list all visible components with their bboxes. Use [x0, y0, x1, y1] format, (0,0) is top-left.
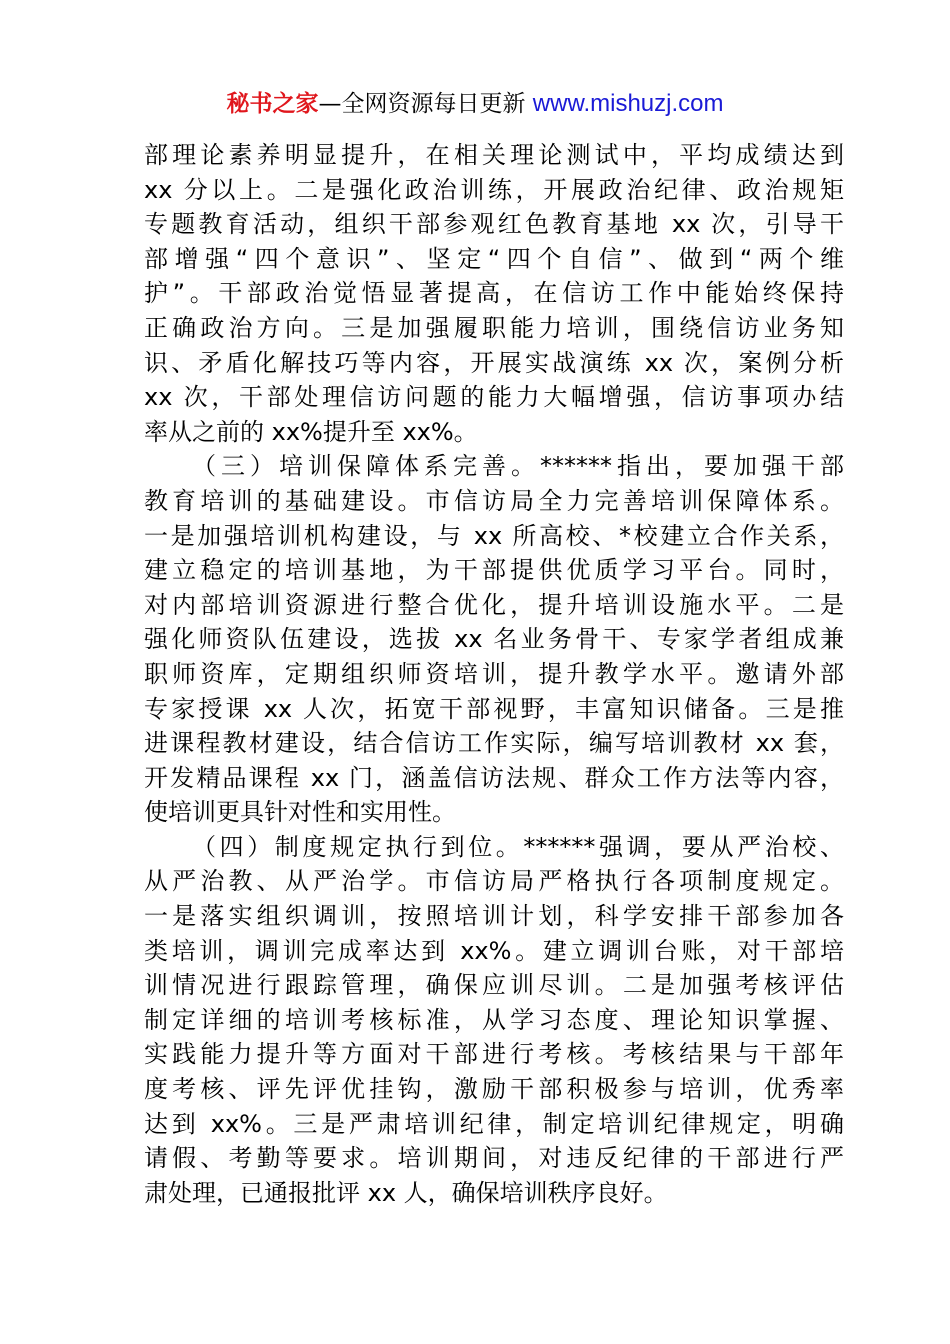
text-line: 率从之前的 xx%提升至 xx%。 [144, 417, 478, 446]
section-heading-line: （四）制度规定执行到位。******强调，要从严治校、 [192, 832, 844, 861]
text-line: 类培训，调训完成率达到 xx%。建立调训台账，对干部培 [144, 936, 844, 965]
text-line: 请假、考勤等要求。培训期间，对违反纪律的干部进行严 [144, 1144, 844, 1173]
text-line: 一是加强培训机构建设，与 xx 所高校、*校建立合作关系， [144, 521, 844, 550]
text-line: 专家授课 xx 人次，拓宽干部视野，丰富知识储备。三是推 [144, 694, 844, 723]
text-line: 从严治教、从严治学。市信访局严格执行各项制度规定。 [144, 867, 844, 896]
text-line: 一是落实组织调训，按照培训计划，科学安排干部参加各 [144, 902, 844, 931]
text-line: 正确政治方向。三是加强履职能力培训，围绕信访业务知 [144, 313, 844, 342]
text-line: 识、矛盾化解技巧等内容，开展实战演练 xx 次，案例分析 [144, 348, 844, 377]
text-line: 护”。干部政治觉悟显著提高，在信访工作中能始终保持 [144, 279, 844, 308]
text-line: 开发精品课程 xx 门，涵盖信访法规、群众工作方法等内容， [144, 763, 844, 792]
text-line: 对内部培训资源进行整合优化，提升培训设施水平。二是 [144, 590, 844, 619]
text-line: 制定详细的培训考核标准，从学习态度、理论知识掌握、 [144, 1005, 844, 1034]
text-line: 达到 xx%。三是严肃培训纪律，制定培训纪律规定，明确 [144, 1109, 844, 1138]
text-line: xx 次，干部处理信访问题的能力大幅增强，信访事项办结 [144, 383, 844, 412]
text-line: 训情况进行跟踪管理，确保应训尽训。二是加强考核评估 [144, 971, 844, 1000]
text-line: 实践能力提升等方面对干部进行考核。考核结果与干部年 [144, 1040, 844, 1069]
text-line: 度考核、评先评优挂钩，激励干部积极参与培训，优秀率 [144, 1075, 844, 1104]
document-body [144, 138, 844, 1210]
brand-name: 秘书之家 [226, 91, 319, 117]
text-line: 专题教育活动，组织干部参观红色教育基地 xx 次，引导干 [144, 210, 844, 239]
text-line: 强化师资队伍建设，选拔 xx 名业务骨干、专家学者组成兼 [144, 625, 844, 654]
text-line: 使培训更具针对性和实用性。 [144, 798, 456, 827]
text-line: 肃处理，已通报批评 xx 人，确保培训秩序良好。 [144, 1178, 668, 1207]
text-line: 部增强“四个意识”、坚定“四个自信”、做到“两个维 [144, 244, 844, 273]
header-tagline: —全网资源每日更新 [318, 91, 526, 117]
text-line: 进课程教材建设，结合信访工作实际，编写培训教材 xx 套， [144, 729, 844, 758]
site-header [0, 88, 950, 120]
section-heading-line: （三）培训保障体系完善。******指出，要加强干部 [192, 452, 844, 481]
text-line: 建立稳定的培训基地，为干部提供优质学习平台。同时， [144, 556, 844, 585]
text-line: 教育培训的基础建设。市信访局全力完善培训保障体系。 [144, 486, 844, 515]
text-line: 职师资库，定期组织师资培训，提升教学水平。邀请外部 [144, 659, 844, 688]
site-url-link[interactable]: www.mishuzj.com [532, 90, 724, 117]
text-line: 部理论素养明显提升，在相关理论测试中，平均成绩达到 [144, 141, 844, 169]
text-line: xx 分以上。二是强化政治训练，开展政治纪律、政治规矩 [144, 175, 844, 204]
